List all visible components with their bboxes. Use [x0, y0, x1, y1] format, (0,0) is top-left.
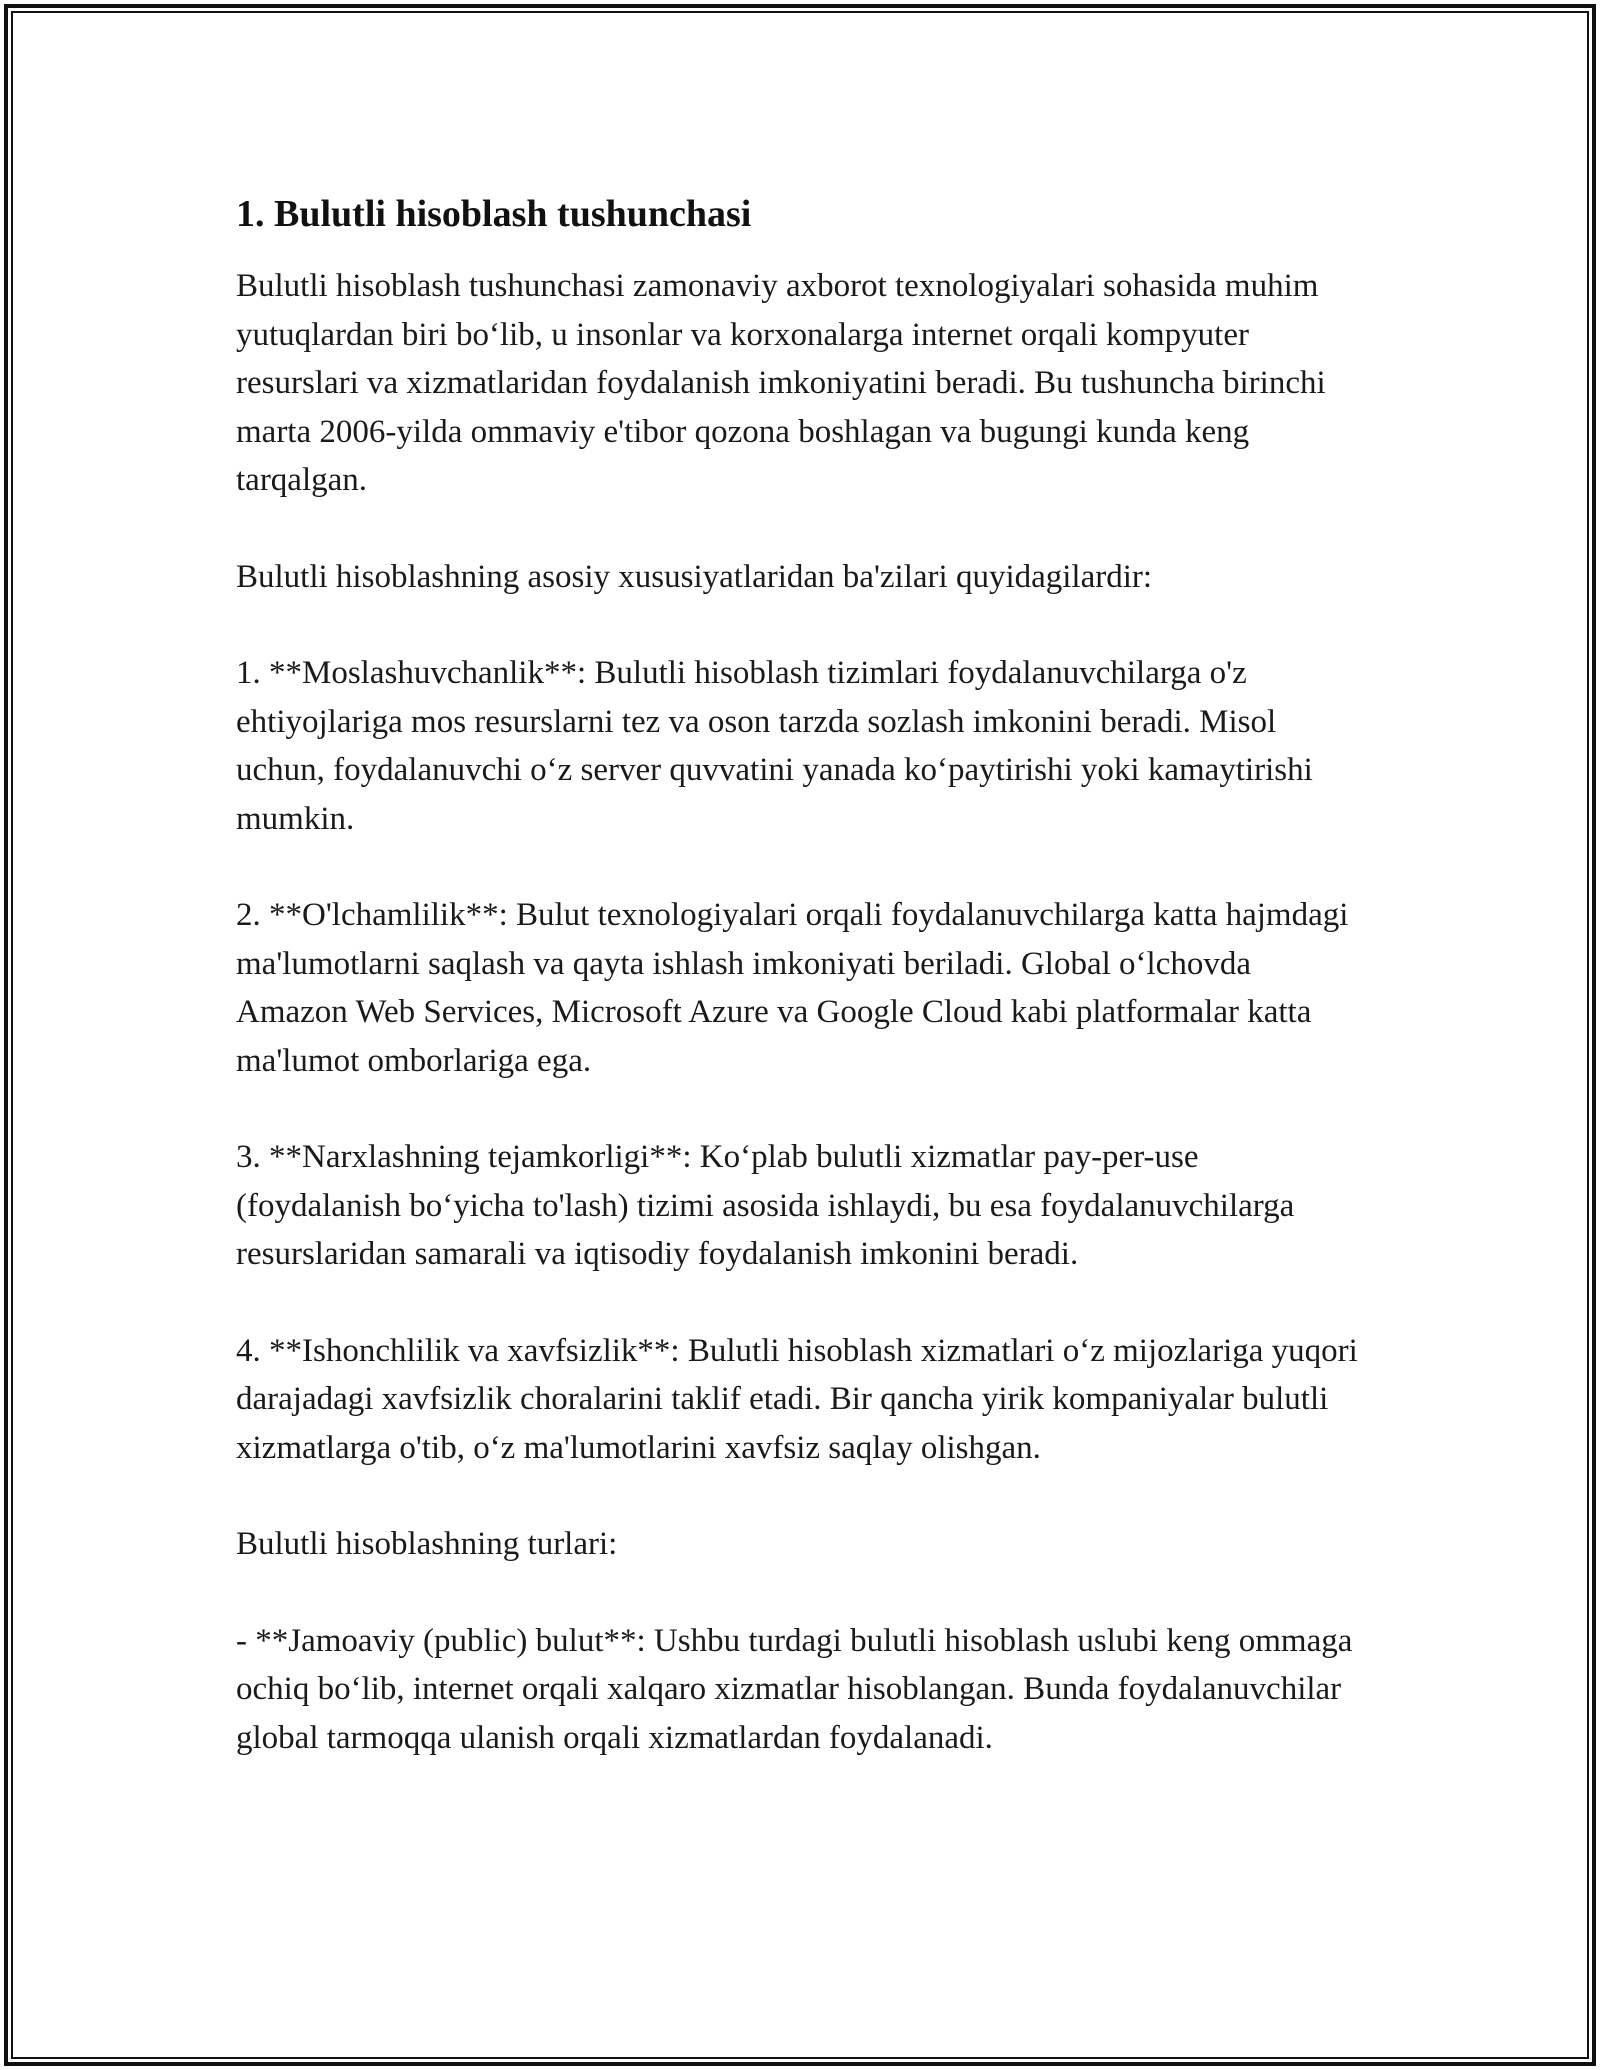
feature-item-flexibility: 1. **Moslashuvchanlik**: Bulutli hisoblash tizimlari foydalanuvchilarga o'z ehtiyojlariga mos resurslarni tez va oson tarzda sozlash imkonini beradi. Misol uchun, foydalanuvchi o‘z server quvvatini yanada ko‘paytirishi yoki kamaytirishi mumkin.	[236, 655, 1313, 837]
feature-item-cost-efficiency: 3. **Narxlashning tejamkorligi**: Ko‘plab bulutli xizmatlar pay-per-use (foydalanish bo‘yicha to'lash) tizimi asosida ishlaydi, bu esa foydalanuvchilarga resurslaridan samarali va iqtisodiy foydalanish imkonini beradi.	[236, 1139, 1295, 1272]
feature-item-scalability: 2. **O'lchamlilik**: Bulut texnologiyalari orqali foydalanuvchilarga katta hajmdagi ma'lumotlarni saqlash va qayta ishlash imkoniyati beriladi. Global o‘lchovda Amazon Web Services, Microsoft Azure va Google Cloud kabi platformalar katta ma'lumot omborlariga ega.	[236, 897, 1349, 1079]
types-lead-paragraph: Bulutli hisoblashning turlari:	[236, 1526, 618, 1562]
feature-item-reliability-security: 4. **Ishonchlilik va xavfsizlik**: Bulutli hisoblash xizmatlari o‘z mijozlariga yuqori darajadagi xavfsizlik choralarini taklif etadi. Bir qancha yirik kompaniyalar bulutli xizmatlarga o'tib, o‘z ma'lumotlarini xavfsiz saqlay olishgan.	[236, 1332, 1358, 1466]
intro-paragraph: Bulutli hisoblash tushunchasi zamonaviy axborot texnologiyalari sohasida muhim yutuqlardan biri bo‘lib, u insonlar va korxonalarga internet orqali kompyuter resurslari va xizmatlaridan foydalanish imkoniyatini beradi. Bu tushuncha birinchi marta 2006-yilda ommaviy e'tibor qozona boshlagan va bugungi kunda keng tarqalgan.	[236, 268, 1326, 498]
features-lead-paragraph: Bulutli hisoblashning asosiy xususiyatlaridan ba'zilari quyidagilardir:	[236, 558, 1153, 595]
type-item-public-cloud: - **Jamoaviy (public) bulut**: Ushbu turdagi bulutli hisoblash uslubi keng ommaga ochiq bo‘lib, internet orqali xalqaro xizmatlar hisoblangan. Bunda foydalanuvchilar global tarmoqqa ulanish orqali xizmatlardan foydalanadi.	[236, 1622, 1353, 1756]
section-heading: 1. Bulutli hisoblash tushunchasi	[236, 193, 752, 235]
document-body	[236, 188, 1366, 1810]
